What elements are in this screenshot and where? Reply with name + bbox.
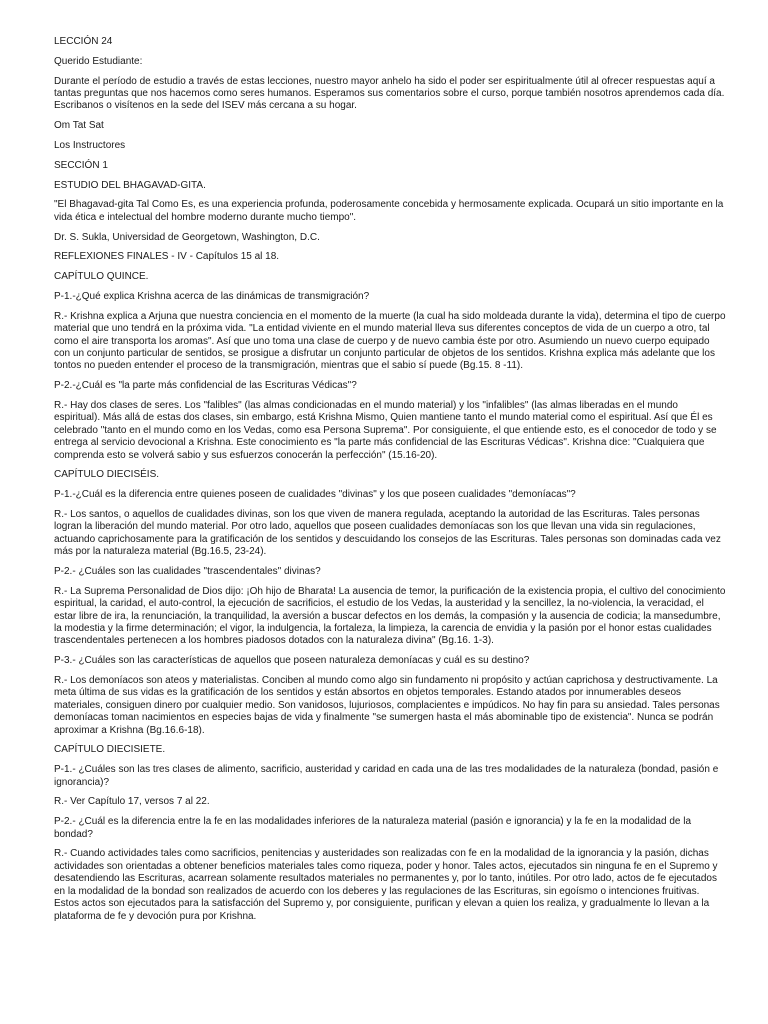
chapter-heading: CAPÍTULO DIECISÉIS. <box>54 469 160 481</box>
answer: R.- Ver Capítulo 17, versos 7 al 22. <box>54 796 210 808</box>
salutation: Querido Estudiante: <box>54 55 143 67</box>
quote-attribution: Dr. S. Sukla, Universidad de Georgetown, Washington, D.C. <box>54 231 320 243</box>
question: P-2.- ¿Cuáles son las cualidades "trascendentales" divinas? <box>54 566 321 578</box>
study-heading: ESTUDIO DEL BHAGAVAD-GITA. <box>54 179 206 191</box>
signature: Los Instructores <box>54 140 126 151</box>
reflections-heading: REFLEXIONES FINALES - IV - Capítulos 15 al 18. <box>54 251 280 263</box>
answer: R.- Los santos, o aquellos de cualidades divinas, son los que viven de manera regulada, aceptando la autoridad de las Escrituras. Tales personas logran la liberación del mundo material. Por otro lado, aquellos que poseen cualidades demoníacas son los que llevan una vida sin regulaciones, actuando caprichosamente para la gratificación de los sentidos y descuidando los consejos de las Escrituras. Tales personas son dominadas cada vez más por la naturaleza material (Bg.16.5, 23-24). <box>54 509 721 558</box>
intro-paragraph: Durante el período de estudio a través de estas lecciones, nuestro mayor anhelo ha sido el poder ser espiritualmente útil al ofrecer respuestas aquí a tantas preguntas que nos hacemos como seres humanos. Esperamos sus comentarios sobre el curso, porque también nosotros aprendemos cada día. Escribanos o visítenos en la sede del ISEV más cercana a su hogar. <box>54 75 725 112</box>
closing-mantra: Om Tat Sat <box>54 120 104 132</box>
question: P-2.- ¿Cuál es la diferencia entre la fe en las modalidades inferiores de la naturaleza material (pasión e ignorancia) y la fe en la modalidad de la bondad? <box>54 816 692 840</box>
chapter-heading: CAPÍTULO QUINCE. <box>54 271 149 283</box>
chapter-heading: CAPÍTULO DIECISIETE. <box>54 744 166 756</box>
answer: R.- Krishna explica a Arjuna que nuestra conciencia en el momento de la muerte (la cual ha sido moldeada durante la vida), determina el tipo de cuerpo material que uno tendrá en la próxima vida. "La entidad viviente en el mundo material lleva sus diferentes conceptos de vida de un cuerpo a otro, tal como el aire transporta los aromas". Así que uno toma una clase de cuerpo y de nuevo cambia éste por otro. Asumiendo un nuevo cuerpo equipado con un conjunto particular de sentidos, se prosigue a disfrutar un conjunto particular de objetos de los sentidos. Krishna explica más adelante que los tontos no pueden entender el proceso de la transmigración, mientras que el sabio sí puede (Bg.15. 8 -11). <box>54 310 726 372</box>
question: P-1.-¿Qué explica Krishna acerca de las dinámicas de transmigración? <box>54 290 370 302</box>
document-page <box>54 36 726 930</box>
answer: R.- Hay dos clases de seres. Los "falibles" (las almas condicionadas en el mundo material) y los "infalibles" (las almas liberadas en el mundo espiritual). Más allá de estas dos clases, sin embargo, está Krishna Mismo, Quien mantiene tanto el mundo material como el espiritual. Así que Él es celebrado "tanto en el mundo como en los Vedas, como esa Persona Suprema". Por consiguiente, el que entiende esto, es el conocedor de todo y se entrega al servicio devocional a Krishna. Este conocimiento es "la parte más confidencial de las Escrituras Védicas". Krishna dice: "Cualquiera que comprenda esto se volverá sabio y sus esfuerzos conocerán la perfección" (15.16-20). <box>54 400 717 461</box>
question: P-1.-¿Cuál es la diferencia entre quienes poseen de cualidades "divinas" y los que poseen cualidades "demoníacas"? <box>54 489 576 501</box>
question: P-2.-¿Cuál es "la parte más confidencial de las Escrituras Védicas"? <box>54 380 357 392</box>
lesson-title: LECCIÓN 24 <box>54 36 113 47</box>
quote-paragraph: "El Bhagavad-gita Tal Como Es, es una experiencia profunda, poderosamente concebida y hermosamente explicada. Ocupará un sitio importante en la vida ética e intelectual del hombre moderno durante mucho tiempo". <box>54 199 724 223</box>
answer: R.- Los demoníacos son ateos y materialistas. Conciben al mundo como algo sin fundamento ni propósito y actúan caprichosa y destructivamente. La meta última de sus vidas es la gratificación de los sentidos y están absortos en objetos temporales. Estando atados por innumerables deseos materiales, consiguen dinero por cualquier medio. Son vanidosos, lujuriosos, complacientes e impúdicos. No hay fin para su ansiedad. Tales personas demoníacas toman nacimientos en especies bajas de vida y finalmente "se sumergen hasta el más abominable tipo de existencia". Nunca se podrán aproximar a Krishna (Bg.16.6-18). <box>54 675 720 736</box>
answer: R.- La Suprema Personalidad de Dios dijo: ¡Oh hijo de Bharata! La ausencia de temor, la purificación de la existencia propia, el cultivo del conocimiento espiritual, la caridad, el auto-control, la ejecución de sacrificios, el estudio de los Vedas, la austeridad y la sencillez, la no-violencia, la veracidad, el estar libre de ira, la renunciación, la tranquilidad, la aversión a buscar defectos en los demás, la compasión y la ausencia de codicia; la mansedumbre, la modestia y la firme determinación; el vigor, la indulgencia, la fortaleza, la limpieza, la carencia de envidia y la pasión por el honor estas cualidades trascendentales pertenecen a los hombres piadosos dotados con la naturaleza divina" (Bg.16. 1-3). <box>54 585 726 647</box>
question: P-3.- ¿Cuáles son las características de aquellos que poseen naturaleza demoníacas y cuál es su destino? <box>54 655 530 667</box>
section-heading: SECCIÓN 1 <box>54 159 108 171</box>
answer: R.- Cuando actividades tales como sacrificios, penitencias y austeridades son realizadas con fe en la modalidad de la ignorancia y la pasión, dichas actividades son orientadas a obtener beneficios materiales tales como riqueza, poder y honor. Tales actos, ejecutados sin ninguna fe en el Supremo y desatendiendo las Escrituras, acarrean solamente resultados materiales no permanentes y, por lo tanto, inútiles. Por otro lado, actos de fe ejecutados en la modalidad de la bondad son realizados de acuerdo con los deberes y las regulaciones de las Escrituras, sin egoísmo o intenciones fruitivas. Estos actos son ejecutados para la satisfacción del Supremo y, por consiguiente, purifican y elevan a quien los realiza, y gradualmente lo llevan a la plataforma de fe y devoción pura por Krishna. <box>54 848 718 922</box>
question: P-1.- ¿Cuáles son las tres clases de alimento, sacrificio, austeridad y caridad en cada una de las tres modalidades de la naturaleza (bondad, pasión e ignorancia)? <box>54 764 719 788</box>
